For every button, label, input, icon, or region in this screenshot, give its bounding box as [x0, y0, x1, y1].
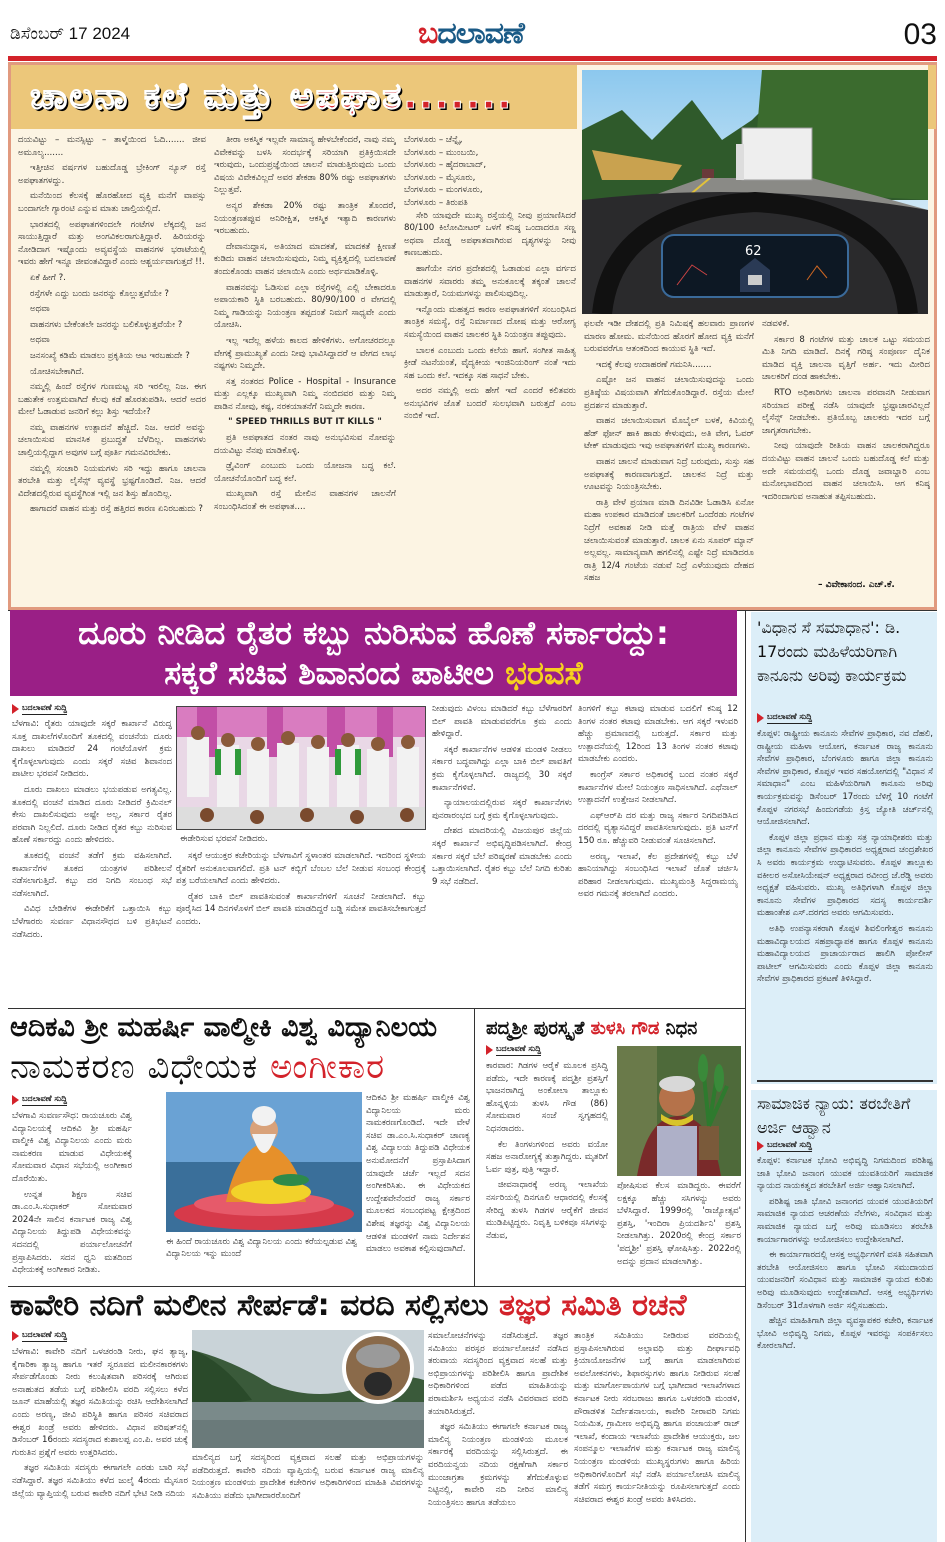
- paragraph: ಅತಿಥಿ ಉಪನ್ಯಾಸಕರಾಗಿ ಕೊಪ್ಪಳ ಶಿವಲಿಂಗೇಶ್ವರ ಕಾನೂನು ಮಹಾವಿದ್ಯಾಲಯದ ಸಹಪ್ರಾಧ್ಯಾಪಕ ಹಾಗೂ ಕೊಪ್ಪಳ ಕಾನೂನು ಮಹಾವಿದ್ಯಾಲಯದ ಪ್ರಾಚಾರ್ಯರಾದ ಹಾಲಿಗಿ ಪೋಲೀಸ್ ಪಾಟೀಲ್ ಆಗಮಿಸುವರು ಎಂದು ಕೊಪ್ಪಳ ಜಿಲ್ಲಾ ಕಾನೂನು ಸೇವೆಗಳ ಪ್ರಾಧಿಕಾರದ ಪ್ರಕಟಣೆ ತಿಳಿಸಿದ್ದಾರೆ.: [757, 923, 933, 985]
- paragraph: ರೈತರ ಬಾಕಿ ಬಿಲ್ ಪಾವತಿಸುವಂತೆ ಕಾರ್ಖಾನೆಗಳಿಗೆ ಸೂಚನೆ ನೀಡಲಾಗಿದೆ. ಕಬ್ಬು ಪೂರೈಸಿದ 14 ದಿನಗಳೊಳಗೆ ಬಿಲ್ ಪಾವತಿ ಮಾಡದಿದ್ದರೆ ಬಡ್ಡಿ ಸಮೇತ ಪಾವತಿಸಬೇಕಾಗುತ್ತದೆ ಎಂದರು.: [176, 891, 426, 927]
- story3-column-2: [366, 1092, 470, 1282]
- newspaper-masthead[interactable]: [418, 16, 524, 51]
- masthead-first-letter: ಬ: [418, 16, 438, 51]
- paragraph: ಕೊಪ್ಪಳ: ರಾಷ್ಟ್ರೀಯ ಕಾನೂನು ಸೇವೆಗಳ ಪ್ರಾಧಿಕಾರ, ನವ ದೆಹಲಿ, ರಾಷ್ಟ್ರೀಯ ಮಹಿಳಾ ಆಯೋಗ, ಕರ್ನಾಟಕ ರಾಜ್ಯ ಕಾನೂನು ಸೇವೆಗಳ ಪ್ರಾಧಿಕಾರ, ಬೆಂಗಳೂರು ಹಾಗೂ ಜಿಲ್ಲಾ ಕಾನೂನು ಸೇವೆಗಳ ಪ್ರಾಧಿಕಾರ, ಕೊಪ್ಪಳ ಇವರ ಸಹಯೋಗದಲ್ಲಿ "ವಿಧಾನ ಸೆ ಸಮಾಧಾನ" ಎಂಬ ಮಹಿಳೆಯರಿಗಾಗಿ ಕಾನೂನು ಅರಿವು ಕಾರ್ಯಕ್ರಮವನ್ನು ಡಿಸೆಂಬರ್ 17ರಂದು ಬೆಳಿಗ್ಗೆ 10 ಗಂಟೆಗೆ ಕೊಪ್ಪಳ ನಗರಸಭೆ ಹಿಂದುಗಡೆಯ ಕ್ರಿಸ್ತ ಜ್ಯೋತಿ ಚರ್ಚ್‌ನಲ್ಲಿ ಆಯೋಜಿಸಲಾಗಿದೆ.: [757, 729, 933, 828]
- sidebar-divider: [757, 1080, 933, 1082]
- story3-byline: [12, 1094, 67, 1106]
- feature-column-4: [584, 318, 754, 604]
- feature-headline-red: ಅಪಘಾತ.......: [289, 76, 514, 117]
- paragraph: ಈ ಕಾರ್ಯಾಗಾರದಲ್ಲಿ ಆಸಕ್ತ ಅಭ್ಯರ್ಥಿಗಳಿಗೆ ವಸತಿ ಸಹಿತವಾಗಿ ತರಬೇತಿ ಆಯೋಜಿಸಲು ಹಾಗೂ ಭೋವಿ ಸಮುದಾಯದ ಯುವಜನರಿಗೆ ಸಂವಿಧಾನ ಮತ್ತು ಸಾಮಾಜಿಕ ನ್ಯಾಯದ ಕುರಿತು ಅರಿವು ಮೂಡಿಸುವುದು ಉದ್ದೇಶವಾಗಿದೆ. ಆಸಕ್ತ ಅಭ್ಯರ್ಥಿಗಳು ಡಿಸೆಂಬರ್ 31ರೊಳಗಾಗಿ ಅರ್ಜಿ ಸಲ್ಲಿಸಬಹುದು.: [757, 1250, 933, 1311]
- red-triangle-icon: [757, 713, 764, 723]
- story2-column-2: [176, 850, 426, 1008]
- section-divider: [8, 1286, 745, 1287]
- paragraph: ಸರ್ಕಾರ 8 ಗಂಟೆಗಳ ಮತ್ತು ಚಾಲಕ ಒಟ್ಟು ಸಮಯದ ಮಿತಿ ನಿಗದಿ ಮಾಡಿದೆ. ದಿನಕ್ಕೆ ಗರಿಷ್ಠ ಸಂಪೂರ್ಣ ದೈನಿಕ ಮಾಡಿದ ವ್ಯಕ್ತಿ ಚಾಲನಾ ವೃತ್ತಿಗೆ ಅರ್ಹ. ಇದು ಮೀರಿದ ಚಾಲಕರಿಗೆ ದಂಡ ಹಾಕಬೇಕು.: [762, 334, 930, 383]
- sidebar1-headline[interactable]: 'ವಿಧಾನ ಸೆ ಸಮಾಧಾನ': ಡಿ. 17ರಂದು ಮಹಿಳೆಯರಿಗಾಗಿ ಕಾನೂನು ಅರಿವು ಕಾರ್ಯಕ್ರಮ: [757, 618, 907, 685]
- sidebar2-headline[interactable]: ಸಾಮಾಜಿಕ ನ್ಯಾಯ: ತರಬೇತಿಗೆ ಅರ್ಜಿ ಆಹ್ವಾನ: [757, 1094, 911, 1137]
- story5-byline: [12, 1330, 67, 1342]
- paragraph: ಸಮಾಲೋಚನೆಗಳನ್ನು ನಡೆಸಿರುತ್ತದೆ. ತಜ್ಞರ ಸಮಿತಿಯು ಪರಸ್ಪರ ಪರ್ಯಾಲೋಚನೆ ನಡೆಸಿದ ತರುವಾಯ ಸದಸ್ಯರಿಂದ ವ್ಯಕ್ತವಾದ ಸಲಹೆ ಮತ್ತು ಅಭಿಪ್ರಾಯಗಳನ್ನು ಪರಿಶೀಲಿಸಿ ಹಾಗೂ ಪ್ರಾದೇಶಿಕ ಅಧಿಕಾರಿಗಳಿಂದ ಪಡೆದ ಮಾಹಿತಿಯನ್ನು ಪರಾಮರ್ಶಿಸಿ ಅಧ್ಯಯನ ನಡೆಸಿ ವಿವರವಾದ ವರದಿ ತಯಾರಿಸಿರುತ್ತದೆ.: [428, 1331, 568, 1417]
- masthead-rest: ದಲಾವಣೆ: [437, 16, 524, 51]
- paragraph: ತಜ್ಞರ ಸಮಿತಿಯು ಈಗಾಗಲೇ ಕರ್ನಾಟಕ ರಾಜ್ಯ ಮಾಲಿನ್ಯ ನಿಯಂತ್ರಣ ಮಂಡಳಿಯ ಮೂಲಕ ಸರ್ಕಾರಕ್ಕೆ ವರದಿಯನ್ನು ಸಲ್ಲಿಸಿರುತ್ತದೆ. ಈ ವರದಿಯನ್ವಯ ನದಿಯ ರಕ್ಷಣೆಗಾಗಿ ಸರ್ಕಾರ ಮುಂಜಾಗ್ರತಾ ಕ್ರಮಗಳನ್ನು ತೆಗೆದುಕೊಳ್ಳುವ ನಿಟ್ಟಿನಲ್ಲಿ, ಕಾವೇರಿ ನದಿ ನೀರಿನ ಮಾಲಿನ್ಯ ನಿಯಂತ್ರಿಸಲು ಹಾಗೂ ತಡೆಯಲು: [428, 1422, 568, 1508]
- paragraph: ಇನ್ನೊಂದು ಮಹತ್ವದ ಕಾರಣ ಅಪಘಾತಗಳಿಗೆ ಸಂಬಂಧಿಸಿದ ತಾಂತ್ರಿಕ ಸಮಸ್ಯೆ, ರಸ್ತೆ ನಿರ್ಮಾಣದ ದೋಷ ಮತ್ತು ಆರೋಗ್ಯ ಸಮಸ್ಯೆಯಿಂದ ವಾಹನ ಚಾಲಕರ ಸ್ಥಿತಿ ನಿಯಂತ್ರಣ ತಪ್ಪುವುದು.: [404, 304, 576, 340]
- paragraph: ರಸ್ತೆಗಳೇ ಎದ್ದು ಬಂದು ಜನರನ್ನು ಕೊಲ್ಲುತ್ತವೆಯೇ ?: [30, 288, 169, 299]
- paragraph: ದೇಶದ ಮಾದರಿಯಲ್ಲಿ ವಿಜಯಪುರ ಜಿಲ್ಲೆಯ ಸಕ್ಕರೆ ಕಾರ್ಖಾನೆ ಅಭಿವೃದ್ಧಿಪಡಿಸಲಾಗಿದೆ. ಕೇಂದ್ರ ಸರ್ಕಾರ ಸಕ್ಕರೆ ಬೆಲೆ ಪರಿಷ್ಕರಣೆ ಮಾಡಬೇಕು ಎಂದು ಒತ್ತಾಯಿಸಲಾಗಿದೆ. ರೈತರ ಕಬ್ಬು ಬೆಲೆ ನಿಗದಿ ಕುರಿತು 9 ಸಭೆ ನಡೆದಿದೆ.: [432, 826, 572, 887]
- paragraph: ಹಾಗೆಯೇ ನಗರ ಪ್ರದೇಶದಲ್ಲಿ ಓಡಾಡುವ ಎಲ್ಲಾ ವರ್ಗದ ವಾಹನಗಳ ಸವಾರರು ತಮ್ಮ ಅನುಕೂಲಕ್ಕೆ ತಕ್ಕಂತೆ ಚಾಲನೆ ಮಾಡುತ್ತಾರೆ, ನಿಯಮಗಳನ್ನು ಪಾಲಿಸುವುದಿಲ್ಲ.: [404, 263, 576, 300]
- paragraph: ತೀರಾ ಅಕಸ್ಮಿಕ ಇಲ್ಲವೇ ಸಾಮಾನ್ಯ ಹೇಳಬೇಕೆಂದರೆ, ನಾವು ನಮ್ಮ ವಿವೇಕವನ್ನು ಬಳಸಿ ಸಂದರ್ಭಕ್ಕೆ ಸರಿಯಾಗಿ ಪ್ರತಿಕ್ರಿಯಿಸದೇ ಇರುವುದು, ಒಂದುಪ್ರಜ್ಞೆಯಿಂದ ಚಾಲನೆ ಮಾಡುತ್ತಿರುವುದು ಒಂದು ವಿಷಯ ವಿವೇಕವಿಲ್ಲದೆ ಅವರ ಶೇಕಡಾ 80% ರಷ್ಟು ಅಪಘಾತಗಳು ನಿಲ್ಲುತ್ತವೆ.: [214, 135, 396, 196]
- story2-photo-farmers-protest[interactable]: [176, 706, 426, 830]
- byline-text: ಬದಲಾವಣೆ ಸುದ್ದಿ: [767, 712, 812, 724]
- red-triangle-icon: [12, 1095, 19, 1105]
- paragraph: ತಿಂಗಳಿಗೆ ಕಬ್ಬು ಕಟಾವು ಮಾಡುವ ಬದಲಿಗೆ ಕನಿಷ್ಠ 12 ತಿಂಗಳ ನಂತರ ಕಟಾವು ಮಾಡಬೇಕು. ಆಗ ಸಕ್ಕರೆ ಇಳುವರಿ ಹೆಚ್ಚು ಪ್ರಮಾಣದಲ್ಲಿ ಬರುತ್ತದೆ. ಸರ್ಕಾರ ಮತ್ತು ಉತ್ಪಾದನೆಯಲ್ಲಿ 12ರಿಂದ 13 ತಿಂಗಳ ನಂತರ ಕಟಾವು ಮಾಡಬೇಕು ಎಂದರು.: [578, 704, 738, 765]
- story4-headline-end: ನಿಧನ: [659, 1018, 698, 1039]
- feature-band-edge: [928, 65, 936, 129]
- story4-headline[interactable]: [486, 1018, 697, 1039]
- paragraph: ಕೆಲ ತಿಂಗಳುಗಳಿಂದ ಅವರು ವಯೋ ಸಹಜ ಅನಾರೋಗ್ಯಕ್ಕೆ ತುತ್ತಾಗಿದ್ದರು. ಮೃತರಿಗೆ ಓರ್ವ ಪುತ್ರ, ಪುತ್ರಿ ಇದ್ದಾರೆ.: [486, 1139, 608, 1175]
- story5-column-3: [574, 1330, 740, 1538]
- red-triangle-icon: [486, 1045, 493, 1055]
- paragraph: ಸತ್ತ ನಂತರದ Police - Hospital - Insurance ಮತ್ತು ಎಲ್ಲಕ್ಕೂ ಮುಖ್ಯವಾಗಿ ನಿಮ್ಮ ನಂಬಿದವರ ಮತ್ತು ನಿಮ್ಮ ಪಾಡಿನ ನೋವು, ಕಷ್ಟ, ನರಕಯಾತನೆಗೆ ನಿಮ್ಮದೇ ಕಾರಣ.: [214, 376, 396, 412]
- paragraph: ಮುಖ್ಯವಾಗಿ ರಸ್ತೆ ಮೇಲಿನ ವಾಹನಗಳ ಚಾಲನೆಗೆ ಸಂಬಂಧಿಸಿದಂತೆ ಈ ಅಪಘಾತ....: [214, 489, 396, 513]
- story2-headline-highlight: ಭರವಸೆ: [505, 654, 583, 692]
- story2-column-1: [12, 718, 172, 1008]
- story4-headline-main: ಪದ್ಮಶ್ರೀ ಪುರಸ್ಕೃತೆ: [486, 1018, 591, 1039]
- paragraph: ನಮ್ಮ ವಾಹನಗಳ ಉತ್ಪಾದನೆ ಹೆಚ್ಚಿದೆ. ನಿಜ. ಆದರೆ ಅವನ್ನು ಚಲಾಯಿಸುವ ಮಾನಸಿಕ ಪ್ರಬುದ್ಧತೆ ಬೆಳೆದಿಲ್ಲ. ವಾಹನಗಳು ಚಾಲ್ತಿಯಲ್ಲಿದ್ದಾಗ ಅವುಗಳ ಬಗ್ಗೆ ಪೂರ್ತಿ ಗಮನವಿರಬೇಕು.: [18, 422, 206, 459]
- paragraph: ಅಥವಾ: [30, 335, 50, 346]
- paragraph: ದಯವಿಟ್ಟು – ಮನಸ್ಸಿಟ್ಟು – ತಾಳ್ಮೆಯಿಂದ ಓದಿ....... ಜೀವ ಅಮೂಲ್ಯ.......: [18, 135, 206, 158]
- story3-headline-line2[interactable]: [10, 1047, 385, 1087]
- story5-photo-kaveri-river[interactable]: [192, 1330, 424, 1448]
- feature-column-3: [404, 134, 576, 604]
- story4-column-1: [486, 1060, 608, 1282]
- red-triangle-icon: [757, 1141, 764, 1151]
- paragraph: ಮನೆಯಿಂದ ಕೆಲಸಕ್ಕೆ ಹೊರಹೋದ ವ್ಯಕ್ತಿ ಮನೆಗೆ ವಾಪಸ್ಸು ಬಂದಾಗಲೇ ಗ್ಯಾರಂಟಿ ಎನ್ನುವ ಮಾತು ಚಾಲ್ತಿಯಲ್ಲಿದೆ.: [18, 191, 206, 214]
- paragraph: ನಮ್ಮಲ್ಲಿ ಹಿಂದೆ ರಸ್ತೆಗಳ ಗುಣಮಟ್ಟ ಸರಿ ಇರಲಿಲ್ಲ ನಿಜ. ಈಗ ಬಹುತೇಕ ಉತ್ತಮವಾಗಿದೆ ಕೆಲವು ಕಡೆ ಹೊರತುಪಡಿಸಿ. ಆದರೆ ಅದರ ಮೇಲೆ ಓಡಾಡುವ ಜನರಿಗೆ ಕಲ್ಲು ಶಿಸ್ತು ಇದೆಯೇ?: [18, 382, 206, 418]
- paragraph: ಕೊಪ್ಪಳ ಜಿಲ್ಲಾ ಪ್ರಧಾನ ಮತ್ತು ಸತ್ರ ನ್ಯಾಯಾಧೀಶರು ಮತ್ತು ಜಿಲ್ಲಾ ಕಾನೂನು ಸೇವೆಗಳ ಪ್ರಾಧಿಕಾರದ ಅಧ್ಯಕ್ಷರಾದ ಚಂದ್ರಶೇಖರ ಸಿ ಅವರು ಕಾರ್ಯಕ್ರಮ ಉದ್ಘಾಟಿಸುವರು. ಕೊಪ್ಪಳ ತಾಲ್ಲೂಕು ವಕೀಲರ ಅಸೋಸಿಯೇಷನ್ ಅಧ್ಯಕ್ಷರಾದ ರವೀಂದ್ರ ಜೆ.ರೆಡ್ಡಿ ಅವರು ಅಧ್ಯಕ್ಷತೆ ವಹಿಸುವರು. ಮುಖ್ಯ ಅತಿಥಿಗಳಾಗಿ ಕೊಪ್ಪಳ ಜಿಲ್ಲಾ ಕಾನೂನು ಸೇವೆಗಳ ಪ್ರಾಧಿಕಾರದ ಸದಸ್ಯ ಕಾರ್ಯದರ್ಶಿ ಮಹಾಂತೇಶ ಎಸ್.ದರಗದ ಅವರು ಆಗಮಿಸುವರು.: [757, 832, 933, 919]
- story4-headline-red: ತುಳಸಿ ಗೌಡ: [590, 1018, 660, 1039]
- route-item: ಬೆಂಗಳೂರು – ತಿರುಪತಿ: [404, 197, 468, 208]
- story4-byline: [486, 1044, 541, 1056]
- red-triangle-icon: [12, 1331, 19, 1341]
- story5-column-2: [428, 1330, 568, 1538]
- story5-photo-caption: ಮಾಲಿನ್ಯದ ಬಗ್ಗೆ ಸದಸ್ಯರಿಂದ ವ್ಯಕ್ತವಾದ ಸಲಹೆ ಮತ್ತು ಅಭಿಪ್ರಾಯಗಳನ್ನು ಪಡೆದಿರುತ್ತದೆ. ಕಾವೇರಿ ನದಿಯ ವ್ಯಾಪ್ತಿಯಲ್ಲಿ ಬರುವ ಕರ್ನಾಟಕ ರಾಜ್ಯ ಮಾಲಿನ್ಯ ನಿಯಂತ್ರಣ ಮಂಡಳಿಯ ಪ್ರಾದೇಶಿಕ ಕಚೇರಿಗಳ ಅಧಿಕಾರಿಗಳಿಂದ ಮಾಹಿತಿ ವಿವರಗಳನ್ನು ಸಮಿತಿಯು ಪಡೆದು ಭಾಗೀದಾರರೊಂದಿಗೆ: [192, 1453, 424, 1501]
- paragraph: ಸಕ್ಕರೆ ಕಾರ್ಖಾನೆಗಳ ಆಡಳಿತ ಮಂಡಳಿ ನೀಡಲು ಸರ್ಕಾರ ಬದ್ಧವಾಗಿದ್ದು ಎಲ್ಲಾ ಬಾಕಿ ಬಿಲ್ ಪಾವತಿಗೆ ಕ್ರಮ ಕೈಗೊಳ್ಳಲಾಗಿದೆ. ರಾಜ್ಯದಲ್ಲಿ 30 ಸಕ್ಕರೆ ಕಾರ್ಖಾನೆಗಳಿವೆ.: [432, 744, 572, 793]
- valmiki-painting: [166, 1092, 362, 1232]
- story5-headline-main: ಕಾವೇರಿ ನದಿಗೆ ಮಲೀನ ಸೇರ್ಪಡೆ: ವರದಿ ಸಲ್ಲಿಸಲು: [10, 1288, 500, 1323]
- byline-text: ಬದಲಾವಣೆ ಸುದ್ದಿ: [767, 1140, 812, 1152]
- paragraph: ಇದಕ್ಕೆ ಕೆಲವು ಉದಾಹರಣೆ ಗಮನಿಸಿ.......: [596, 359, 712, 370]
- paragraph: ಉನ್ನತ ಶಿಕ್ಷಣ ಸಚಿವ ಡಾ.ಎಂ.ಸಿ.ಸುಧಾಕರ್ ಸೋಮವಾರ 2024ನೇ ಸಾಲಿನ ಕರ್ನಾಟಕ ರಾಜ್ಯ ವಿಶ್ವ ವಿದ್ಯಾನಿಲಯ ತಿದ್ದುಪಡಿ ವಿಧೇಯಕವನ್ನು ಸದನದಲ್ಲಿ ಪರ್ಯಾಲೋಚನೆಗೆ ಪ್ರಸ್ತಾಪಿಸಿದರು. ಸದನ ಧ್ವನಿ ಮತದಿಂದ ವಿಧೇಯಕಕ್ಕೆ ಅಂಗೀಕಾರ ನೀಡಿತು.: [12, 1189, 132, 1276]
- byline-text: ಬದಲಾವಣೆ ಸುದ್ದಿ: [22, 1094, 67, 1106]
- paragraph: ಯೋಚಿಸಬೇಕಾಗಿದೆ.: [30, 366, 85, 377]
- paragraph: ರಾತ್ರಿ ವೇಳೆ ಪ್ರಯಾಣ ಮಾಡಿ ದಿನವಿಡೀ ಓಡಾಡಿಸಿ ಏನೋ ಮಹಾ ಉಪಕಾರ ಮಾಡಿದಂತೆ ಚಾಲಕರಿಗೆ ಒಂದೆರಡು ಗಂಟೆಗಳ ನಿದ್ರೆಗೆ ಅವಕಾಶ ನೀಡಿ ಮತ್ತೆ ರಾತ್ರಿಯ ವೇಳೆ ವಾಹನ ಚಲಾಯಿಸುವಂತೆ ಮಾಡುತ್ತಾರೆ. ಚಾಲಕ ಏನು ಸೂಪರ್ ಮ್ಯಾನ್ ಅಲ್ಲವಲ್ಲ. ಸಾಮಾನ್ಯವಾಗಿ ಹಗಲಿನಲ್ಲಿ ಎಷ್ಟೇ ನಿದ್ರೆ ಮಾಡಿದರೂ ರಾತ್ರಿ 12/4 ಗಂಟೆಯ ನಡುವೆ ನಿದ್ರೆ ಎಳೆಯುವುದು ದೇಹದ ಸಹಜ: [584, 497, 754, 584]
- paragraph: ಕಾಂಗ್ರೆಸ್ ಸರ್ಕಾರ ಅಧಿಕಾರಕ್ಕೆ ಬಂದ ನಂತರ ಸಕ್ಕರೆ ಕಾರ್ಖಾನೆಗಳ ಮೇಲೆ ನಿಯಂತ್ರಣ ಸಾಧಿಸಲಾಗಿದೆ. ಎಥೆನಾಲ್ ಉತ್ಪಾದನೆಗೆ ಉತ್ತೇಜನ ನೀಡಲಾಗಿದೆ.: [578, 769, 738, 806]
- paragraph: ಇಲ್ಲ ಇದೆಲ್ಲ ಹಳೆಯ ಕಾಲದ ಹೇಳಿಕೆಗಳು. ಅಗೋಚರದಲ್ಲೂ ವೇಗಕ್ಕೆ ಪ್ರಾಮುಖ್ಯತೆ ಎಂದು ನೀವು ಭಾವಿಸಿದ್ದಾದರೆ ಆ ವೇಗದ ಲಾಭ ನಷ್ಟಗಳು ನಿಮ್ಮದೇ.: [214, 335, 396, 372]
- story2-column-3: [432, 703, 572, 1008]
- paragraph: ಬೆಳಗಾವಿ ಸುವರ್ಣಸೌಧ: ರಾಯಚೂರು ವಿಶ್ವ ವಿದ್ಯಾನಿಲಯಕ್ಕೆ ಆದಿಕವಿ ಶ್ರೀ ಮಹರ್ಷಿ ವಾಲ್ಮೀಕಿ ವಿಶ್ವ ವಿದ್ಯಾನಿಲಯ ಎಂದು ಮರು ನಾಮಕರಣ ಮಾಡುವ ವಿಧೇಯಕಕ್ಕೆ ಸೋಮವಾರ ವಿಧಾನ ಸಭೆಯಲ್ಲಿ ಅಂಗೀಕಾರ ದೊರೆಯಿತು.: [12, 1111, 132, 1184]
- paragraph: ವಾಹನ ಚಾಲನೆ ಮಾಡುವಾಗ ನಿದ್ರೆ ಬರುವುದು, ಸುಸ್ತು ಸಹ ಅಪಘಾತಕ್ಕೆ ಕಾರಣವಾಗುತ್ತದೆ. ಚಾಲಕನ ನಿದ್ರೆ ಮತ್ತು ಊಟವನ್ನು ನಿಯಂತ್ರಿಸಬೇಕು.: [584, 456, 754, 493]
- farmers-gathering-photo: [177, 707, 426, 830]
- feature-photo-driving[interactable]: [582, 70, 928, 314]
- story2-byline: [12, 703, 67, 715]
- route-item: ಬೆಂಗಳೂರು – ಮುಂಬಯಿ,: [404, 147, 479, 158]
- sidebar1-byline: [757, 712, 812, 724]
- paragraph: ಅಥವಾ: [30, 304, 50, 315]
- paragraph: ಡ್ರೈವಿಂಗ್ ಎಂಬುದು ಒಂದು ಯೋಜನಾ ಬದ್ಧ ಕಲೆ. ಯೋಚನೆಯೊಂದಿಗೆ ಬದ್ಧ ಕಲೆ.: [214, 461, 396, 484]
- story5-column-1: [12, 1346, 188, 1538]
- paragraph: ಕೊಪ್ಪಳ: ಕರ್ನಾಟಕ ಭೋವಿ ಅಭಿವೃದ್ಧಿ ನಿಗಮದಿಂದ ಪರಿಶಿಷ್ಟ ಜಾತಿ ಭೋವಿ ಜನಾಂಗ ಯುವಕ ಯುವತಿಯರಿಗೆ ಸಾಮಾಜಿಕ ನ್ಯಾಯದ ನಾಯಕತ್ವದ ತರಬೇತಿಗೆ ಅರ್ಜಿ ಆಹ್ವಾನಿಸಲಾಗಿದೆ.: [757, 1156, 933, 1192]
- column-divider: [745, 610, 746, 1542]
- story3-headline-main: ನಾಮಕರಣ ವಿಧೇಯಕ: [10, 1047, 271, 1087]
- sidebar2-body: [757, 1155, 933, 1535]
- byline-text: ಬದಲಾವಣೆ ಸುದ್ದಿ: [22, 1330, 67, 1342]
- car-dashboard-photo: [582, 70, 928, 314]
- story3-photo-valmiki[interactable]: [166, 1092, 362, 1232]
- paragraph: ಹಾಗಾದರೆ ವಾಹನ ಮತ್ತು ರಸ್ತೆ ಹತ್ತಿರದ ಕಾರಣ ಏನಿರಬಹುದು ?: [30, 504, 203, 515]
- paragraph: ವಿವಿಧ ಬೇಡಿಕೆಗಳ ಈಡೇರಿಕೆಗೆ ಒತ್ತಾಯಿಸಿ ಕಬ್ಬು ಬೆಳೆಗಾರರು ಸುವರ್ಣ ವಿಧಾನಸೌಧದ ಬಳಿ ಪ್ರತಿಭಟನೆ ನಡೆಸಿದರು.: [12, 904, 172, 940]
- story3-headline-red: ಅಂಗೀಕಾರ: [270, 1047, 386, 1087]
- paragraph: ಅನ್ಯರ ಶೇಕಡಾ 20% ರಷ್ಟು ತಾಂತ್ರಿಕ ತೊಂದರೆ, ನಿಯಂತ್ರಣತಪ್ಪುವ ಅನಿರೀಕ್ಷಿತ, ಆಕಸ್ಮಿಕ ಇತ್ಯಾದಿ ಕಾರಣಗಳು ಇರಬಹುದು.: [214, 200, 396, 237]
- paragraph: ಎಫ್‌ಆರ್‌ಪಿ ದರ ಮತ್ತು ರಾಜ್ಯ ಸರ್ಕಾರ ನಿಗದಿಪಡಿಸಿದ ದರದಲ್ಲಿ ವ್ಯತ್ಯಾಸವಿದ್ದರೆ ಪಾವತಿಸಲಾಗುವುದು. ಪ್ರತಿ ಟನ್‌ಗೆ 150 ರೂ. ಹೆಚ್ಚುವರಿ ನೀಡುವಂತೆ ಸೂಚಿಸಲಾಗಿದೆ.: [578, 810, 738, 846]
- story3-column-1: [12, 1110, 132, 1282]
- paragraph: ವಾಹನ ಚಲಾಯಿಸುವಾಗ ಮೊಬೈಲ್ ಬಳಕೆ, ಕಿವಿಯಲ್ಲಿ ಹೆಡ್ ಫೋನ್ ಹಾಕಿ ಹಾಡು ಕೇಳುವುದು, ಅತಿ ವೇಗ, ಓವರ್ ಟೇಕ್ ಮಾಡುವುದು ಇವು ಅಪಘಾತಗಳಿಗೆ ಮುಖ್ಯ ಕಾರಣಗಳು.: [584, 416, 754, 452]
- paragraph: ಜನಸಂಖ್ಯೆ ಕಡಿಮೆ ಮಾಡಲು ಪ್ರಕೃತಿಯ ಆಟ ಇರಬಹುದೇ ?: [30, 350, 190, 361]
- byline-text: ಬದಲಾವಣೆ ಸುದ್ದಿ: [22, 703, 67, 715]
- paragraph: ನಡವಳಿಕೆ.: [762, 319, 790, 329]
- feature-column-1: [18, 134, 206, 604]
- paragraph: ಅದರ ನಮ್ಮಲ್ಲಿ ಅದು ಹೇಗೆ ಇದೆ ಎಂದರೆ ಕಲಿತವರು ಅನುಭವಿಗಳ ಜೊತೆ ಬಂದರೆ ಸುಲಭವಾಗಿ ಬರುತ್ತದೆ ಎಂಬ ನಂಬಿಕೆ ಇದೆ.: [404, 386, 576, 422]
- story2-column-4: [578, 703, 738, 1008]
- paragraph: ಅರಣ್ಯ, ಇಲಾಖೆ, ಕೆಲ ಪ್ರದೇಶಗಳಲ್ಲಿ ಕಬ್ಬು ಬೆಳೆ ಹಾನಿಯಾಗಿದ್ದು ಸಂಬಂಧಿಸಿದ ಇಲಾಖೆ ಜೊತೆ ಚರ್ಚಿಸಿ ಪರಿಹಾರ ನೀಡಲಾಗುವುದು. ಮುಖ್ಯಮಂತ್ರಿ ಸಿದ್ದರಾಮಯ್ಯ ಅವರ ಗಮನಕ್ಕೆ ತರಲಾಗಿದೆ ಎಂದರು.: [578, 851, 738, 900]
- story2-headline-main: ಸಕ್ಕರೆ ಸಚಿವ ಶಿವಾನಂದ ಪಾಟೀಲ: [164, 654, 506, 692]
- issue-date: ಡಿಸೆಂಬರ್ 17 2024: [10, 24, 131, 43]
- paragraph: ಬೆಳಗಾವಿ: ರೈತರು ಯಾವುದೇ ಸಕ್ಕರೆ ಕಾರ್ಖಾನೆ ವಿರುದ್ಧ ಸೂಕ್ತ ದಾಖಲೆಗಳೊಂದಿಗೆ ತೂಕದಲ್ಲಿ ವಂಚನೆಯ ದೂರು ದಾಖಲು ಮಾಡಿದರೆ 24 ಗಂಟೆಯೊಳಗೆ ಕ್ರಮ ಕೈಗೊಳ್ಳಲಾಗುವುದು ಎಂದು ಸಕ್ಕರೆ ಸಚಿವ ಶಿವಾನಂದ ಪಾಟೀಲ ಭರವಸೆ ನೀಡಿದರು.: [12, 719, 172, 780]
- paragraph: ಕಾರವಾರ: ಗಿಡಗಳ ಆರೈಕೆ ಮೂಲಕ ಪ್ರಸಿದ್ಧಿ ಪಡೆದು, ಇದೇ ಕಾರಣಕ್ಕೆ ಪದ್ಮಶ್ರೀ ಪ್ರಶಸ್ತಿಗೆ ಭಾಜನರಾಗಿದ್ದ ಅಂಕೋಲಾ ತಾಲ್ಲೂಕು ಹೊನ್ನಳ್ಳಿಯ ತುಳಸಿ ಗೌಡ (86) ಸೋಮವಾರ ಸಂಜೆ ಸ್ವಗೃಹದಲ್ಲಿ ನಿಧನರಾದರು.: [486, 1061, 608, 1134]
- paragraph: ನ್ಯಾಯಾಲಯದಲ್ಲಿರುವ ಸಕ್ಕರೆ ಕಾರ್ಖಾನೆಗಳು ಪುನರಾರಂಭದ ಬಗ್ಗೆ ಕ್ರಮ ಕೈಗೊಳ್ಳಲಾಗುವುದು.: [432, 798, 572, 821]
- paragraph: ವಾಹನವನ್ನು ಓಡಿಸುವ ಎಲ್ಲಾ ರಸ್ತೆಗಳಲ್ಲಿ ಎಲ್ಲಿ ಬೇಕಾದರೂ ಅಪಾಯಕಾರಿ ಸ್ಥಿತಿ ಬರಬಹುದು. 80/90/100 ರ ವೇಗದಲ್ಲಿ ನಿಮ್ಮ ಗಾಡಿಯನ್ನು ನಿಯಂತ್ರಣ ತಪ್ಪದಂತೆ ನಿಮಗೆ ಸಾಧ್ಯವೇ ಎಂದು ಯೋಚಿಸಿ.: [214, 282, 396, 331]
- paragraph: ಇತ್ತೀಚಿನ ವರ್ಷಗಳ ಬಹುದೊಡ್ಡ ಬ್ರೇಕಿಂಗ್ ನ್ಯೂಸ್ ರಸ್ತೆ ಅಪಘಾತಗಳದ್ದು.: [18, 163, 206, 186]
- paragraph: ಏಕೆ ಹೀಗೆ ?.: [30, 272, 66, 283]
- paragraph: ಆದಿಕವಿ ಶ್ರೀ ಮಹರ್ಷಿ ವಾಲ್ಮೀಕಿ ವಿಶ್ವ ವಿದ್ಯಾನಿಲಯ ಮರು ನಾಮಕರಣಗೊಂಡಿದೆ. ಇದೇ ವೇಳೆ ಸಚಿವ ಡಾ.ಎಂ.ಸಿ.ಸುಧಾಕರ್ ಚಾಣಕ್ಯ ವಿಶ್ವ ವಿದ್ಯಾಲಯ ತಿದ್ದುಪಡಿ ವಿಧೇಯಕ ಅನುಮೋದನೆಗೆ ಪ್ರಸ್ತಾಪಿಸಿದಾಗ ಯಾವುದೇ ಚರ್ಚೆ ಇಲ್ಲದೆ ಸದನ ಅಂಗೀಕರಿಸಿತು. ಈ ವಿಧೇಯಕದ ಉದ್ದೇಶವೇನೆಂದರೆ ರಾಜ್ಯ ಸರ್ಕಾರ ಮೂಲಕದ ಸಂಬಂಧಪಟ್ಟ ಕ್ಷೇತ್ರದಿಂದ ವಿಶೇಷ ತಜ್ಞರನ್ನು ವಿಶ್ವ ವಿದ್ಯಾನಿಲಯ ಆಡಳಿತ ಮಂಡಳಿಗೆ ನಾಮ ನಿರ್ದೇಶನ ಮಾಡಲು ಅವಕಾಶ ಕಲ್ಪಿಸುವುದಾಗಿದೆ.: [366, 1093, 470, 1255]
- story4-photo-tulasi-gowda[interactable]: [617, 1046, 741, 1176]
- feature-headline-main: ಚಾಲನಾ ಕಲೆ ಮತ್ತು: [30, 76, 290, 117]
- route-item: ಬೆಂಗಳೂರು – ಹೈದರಾಬಾದ್,: [404, 160, 487, 171]
- section-divider: [8, 1008, 745, 1009]
- paragraph: ಪ್ರತಿ ಅಪಘಾತದ ನಂತರ ನಾವು ಅನುಭವಿಸುವ ನೋವನ್ನು ದಯವಿಟ್ಟು ನೆನಪು ಮಾಡಿಕೊಳ್ಳಿ.: [214, 433, 396, 456]
- paragraph: ನೀವು ಯಾವುದೇ ರೀತಿಯ ವಾಹನ ಚಾಲಕರಾಗಿದ್ದರೂ ದಯವಿಟ್ಟು ವಾಹನ ಚಾಲನೆ ಒಂದು ಬಹುದೊಡ್ಡ ಕಲೆ ಮತ್ತು ಅದೇ ಸಮಯದಲ್ಲಿ ಒಂದು ದೊಡ್ಡ ಜವಾಬ್ದಾರಿ ಎಂಬ ಮನೋಭಾವದಿಂದ ವಾಹನ ಚಲಾಯಿಸಿ. ಆಗ ಕನಿಷ್ಠ ಇದರಿಂದಾಗುವ ಅನಾಹುತ ತಪ್ಪಿಸಬಹುದು.: [762, 441, 930, 502]
- paragraph: RTO ಅಧಿಕಾರಿಗಳು ಚಾಲನಾ ಪರವಾನಗಿ ನೀಡುವಾಗ ಸರಿಯಾದ ಪರೀಕ್ಷೆ ನಡೆಸಿ ಯಾವುದೇ ಭ್ರಷ್ಟಾಚಾರವಿಲ್ಲದೆ ಲೈಸೆನ್ಸ್ ನೀಡಬೇಕು. ಪ್ರತಿಯೊಬ್ಬ ಚಾಲಕರು ಇದರ ಬಗ್ಗೆ ಜಾಗೃತರಾಗಬೇಕು.: [762, 387, 930, 436]
- story3-headline-line1[interactable]: ಆದಿಕವಿ ಶ್ರೀ ಮಹರ್ಷಿ ವಾಲ್ಮೀಕಿ ವಿಶ್ವ ವಿದ್ಯಾನಿಲಯ: [10, 1012, 438, 1043]
- sidebar2-byline: [757, 1140, 812, 1152]
- paragraph: ವಾಹನಗಳು ಬೇಕೆಂತಲೇ ಜನರನ್ನು ಬಲಿಕೊಳ್ಳುತ್ತವೆಯೇ ?: [30, 319, 183, 330]
- sidebar1-body: [757, 728, 933, 1078]
- story2-headline-line1[interactable]: ದೂರು ನೀಡಿದ ರೈತರ ಕಬ್ಬು ನುರಿಸುವ ಹೊಣೆ ಸರ್ಕಾರದ್ದು:: [78, 614, 669, 652]
- story2-headline-line2[interactable]: [10, 652, 737, 694]
- paragraph: ಸೇರಿ ಯಾವುದೇ ಮುಖ್ಯ ರಸ್ತೆಯಲ್ಲಿ ನೀವು ಪ್ರಯಾಣಿಸಿದರೆ 80/100 ಕಿಲೋಮೀಟರ್ ಒಳಗೆ ಕನಿಷ್ಠ ಒಂದಾದರೂ ಸಣ್ಣ ಅಥವಾ ದೊಡ್ಡ ಅಪಘಾತವಾಗಿರುವ ದೃಶ್ಯಗಳನ್ನು ನೀವು ಕಾಣಬಹುದು.: [404, 210, 576, 259]
- paragraph: ನೀಡುವುದು ವಿಳಂಬ ಮಾಡಿದರೆ ಕಬ್ಬು ಬೆಳೆಗಾರರಿಗೆ ಬಿಲ್ ಪಾವತಿ ಮಾಡುವವರೆಗೂ ಕ್ರಮ ಎಂದು ಹೇಳಿದ್ದಾರೆ.: [432, 704, 572, 740]
- paragraph: ಪೋಷಿಸುವ ಕೆಲಸ ಮಾಡಿದ್ದರು. ಈವರೆಗೆ ಲಕ್ಷಕ್ಕೂ ಹೆಚ್ಚು ಸಸಿಗಳನ್ನು ಅವರು ಬೆಳೆಸಿದ್ದಾರೆ. 1999ರಲ್ಲಿ 'ರಾಜ್ಯೋತ್ಸವ' ಪ್ರಶಸ್ತಿ, 'ಇಂದಿರಾ ಪ್ರಿಯದರ್ಶಿನಿ' ಪ್ರಶಸ್ತಿ ನೀಡಲಾಗಿತ್ತು. 2020ರಲ್ಲಿ ಕೇಂದ್ರ ಸರ್ಕಾರ 'ಪದ್ಮಶ್ರೀ' ಪ್ರಶಸ್ತಿ ಘೋಷಿಸಿತ್ತು. 2022ರಲ್ಲಿ ಅದನ್ನು ಪ್ರದಾನ ಮಾಡಲಾಗಿತ್ತು.: [617, 1181, 741, 1267]
- paragraph: ದೂರು ದಾಖಲು ಮಾಡಲು ಭಯಪಡುವ ಅಗತ್ಯವಿಲ್ಲ. ತೂಕದಲ್ಲಿ ವಂಚನೆ ಮಾಡಿದ ದೂರು ನೀಡಿದರೆ ಕ್ರಿಮಿನಲ್ ಕೇಸು ದಾಖಲಿಸುವುದು ಅಷ್ಟೇ ಅಲ್ಲ, ಸರ್ಕಾರ ರೈತರ ಪರವಾಗಿ ನಿಲ್ಲಲಿದೆ. ದೂರು ನೀಡಿದ ರೈತರ ಕಬ್ಬು ನುರಿಸುವ ಹೊಣೆ ಸರ್ಕಾರದ್ದು ಎಂದು ಹೇಳಿದರು.: [12, 784, 172, 846]
- paragraph: ಪರಿಶಿಷ್ಟ ಜಾತಿ ಭೋವಿ ಜನಾಂಗದ ಯುವಕ ಯುವತಿಯರಿಗೆ ಸಾಮಾಜಿಕ ನ್ಯಾಯದ ಆಚರಣೆಯ ನೆಲೆಗಳು, ಸಂವಿಧಾನ ಮತ್ತು ಸಾಮಾಜಿಕ ನ್ಯಾಯದ ಬಗ್ಗೆ ಅರಿವು ಮೂಡಿಸಲು ತರಬೇತಿ ಕಾರ್ಯಾಗಾರಗಳನ್ನು ಆಯೋಜಿಸಲು ಉದ್ದೇಶಿಸಲಾಗಿದೆ.: [757, 1196, 933, 1245]
- feature-column-2: [214, 134, 396, 604]
- masthead-divider: [8, 56, 937, 61]
- red-triangle-icon: [12, 704, 19, 714]
- story3-photo-caption: ಈ ಹಿಂದೆ ರಾಯಚೂರು ವಿಶ್ವ ವಿದ್ಯಾನಿಲಯ ಎಂದು ಕರೆಯಲ್ಪಡುವ ವಿಶ್ವ ವಿದ್ಯಾನಿಲಯ ಇನ್ನು ಮುಂದೆ: [166, 1237, 358, 1259]
- story5-headline-red: ತಜ್ಞರ ಸಮಿತಿ ರಚನೆ: [499, 1288, 687, 1323]
- svg-text:62: 62: [745, 244, 762, 259]
- kaveri-river-photo: [192, 1330, 424, 1448]
- route-item: ಬೆಂಗಳೂರು – ಚೆನ್ನೈ,: [404, 135, 463, 145]
- paragraph: ತಜ್ಞರ ಸಮಿತಿಯ ಸದಸ್ಯರು ಈಗಾಗಲೇ ಎರಡು ಬಾರಿ ಸಭೆ ನಡೆಸಿದ್ದಾರೆ. ತಜ್ಞರ ಸಮಿತಿಯು ಕಳೆದ ಜುಲೈ 4ರಂದು ಮೈಸೂರ ಜಿಲ್ಲೆಯ ವ್ಯಾಪ್ತಿಯಲ್ಲಿ ಬರುವ ಕಾವೇರಿ ನದಿಗೆ ಭೇಟಿ ನೀಡಿ ನದಿಯ: [12, 1463, 188, 1499]
- story2-photo-caption: ಈಡೇರಿಸುವ ಭರವಸೆ ನೀಡಿದರು.: [180, 834, 268, 844]
- paragraph: ಭಾರತದಲ್ಲಿ ಅಪಘಾತಗಳಿಂದಲೇ ಗಂಟೆಗಳ ಲೆಕ್ಕದಲ್ಲಿ ಜನ ಸಾಯುತ್ತಿದ್ದಾರೆ ಮತ್ತು ಅಂಗವಿಕಲರಾಗುತ್ತಿದ್ದಾರೆ. ಹಿರಿಯರನ್ನು ನೋಡಿದಾಗ ಇಷ್ಟೊಂದು ಅವ್ಯವಸ್ಥೆಯ ವಾಹನಗಳ ಭರಾಟೆಯಲ್ಲಿ ಇವರು ಹೇಗೆ ಇನ್ನೂ ಜೀವಂತವಿದ್ದಾರೆ ಎಂದು ಆಶ್ಚರ್ಯವಾಗುತ್ತದೆ !!.: [18, 219, 206, 268]
- paragraph: ಜೀವನಾಧಾರಕ್ಕೆ ಅರಣ್ಯ ಇಲಾಖೆಯ ನರ್ಸರಿಯಲ್ಲಿ ದಿನಗೂಲಿ ಆಧಾರದಲ್ಲಿ ಕೆಲಸಕ್ಕೆ ಸೇರಿದ್ದ ತುಳಸಿ ಗಿಡಗಳ ಆರೈಕೆಗೆ ಜೀವನ ಮುಡಿಪಿಟ್ಟಿದ್ದರು. ನಿವೃತ್ತಿ ಬಳಿಕವೂ ಸಸಿಗಳನ್ನು ನೆಡುವ,: [486, 1180, 608, 1241]
- story5-headline[interactable]: [10, 1288, 686, 1323]
- route-item: ಬೆಂಗಳೂರು – ಮೈಸೂರು,: [404, 172, 476, 183]
- feature-column-5: [762, 318, 930, 578]
- story4-column-2: [617, 1180, 741, 1282]
- paragraph: ಎಷ್ಟೋ ಜನ ವಾಹನ ಚಲಾಯಿಸುವುದನ್ನು ಒಂದು ಪ್ರತಿಷ್ಠೆಯ ವಿಷಯವಾಗಿ ತೆಗೆದುಕೊಂಡಿದ್ದಾರೆ. ರಸ್ತೆಯ ಮೇಲೆ ಪ್ರದರ್ಶನ ಮಾಡುತ್ತಾರೆ.: [584, 375, 754, 411]
- paragraph: ಸಕ್ಕರೆ ಆಯುಕ್ತರ ಕಚೇರಿಯನ್ನು ಬೆಳಗಾವಿಗೆ ಸ್ಥಳಾಂತರ ಮಾಡಲಾಗಿದೆ. ಇದರಿಂದ ಸ್ಥಳೀಯ ರೈತರಿಗೆ ಅನುಕೂಲವಾಗಲಿದೆ. ಪ್ರತಿ ಟನ್ ಕಬ್ಬಿಗೆ ಬೆಂಬಲ ಬೆಲೆ ನೀಡುವ ಸಂಬಂಧ ಕೇಂದ್ರಕ್ಕೆ ಪತ್ರ ಬರೆಯಲಾಗಿದೆ ಎಂದು ಹೇಳಿದರು.: [176, 851, 426, 887]
- paragraph: ಬಾಲಕ ಎಂಬುದು ಒಂದು ಕಲೆಯ ಹಾಗೆ. ಸಂಗೀತ ಸಾಹಿತ್ಯ ಕ್ರೀಡೆ ನಟನೆಯಂತೆ, ವೈದ್ಯಕೀಯ ಇಂಜಿನಿಯರಿಂಗ್ ನಂತೆ ಇದು ಸಹ ಒಂದು ಕಲೆ. ಇದಕ್ಕೂ ಸಹ ಸಾಧನೆ ಬೇಕು.: [404, 345, 576, 381]
- column-divider: [474, 1008, 475, 1286]
- paragraph: ಫಲವೇ ಇಡೀ ದೇಶದಲ್ಲಿ ಪ್ರತಿ ನಿಮಿಷಕ್ಕೆ ಹಲವಾರು ಪ್ರಾಣಗಳ ಮಾರಣ ಹೋಮ. ಮನೆಯಿಂದ ಹೊರಗೆ ಹೋದ ವ್ಯಕ್ತಿ ಮನೆಗೆ ಬರುವವರೆಗೂ ಆತಂಕದಿಂದ ಕಾಯುವ ಸ್ಥಿತಿ ಇದೆ.: [584, 319, 754, 355]
- speed-quote: " SPEED THRILLS BUT IT KILLS ": [228, 417, 382, 428]
- paragraph: ತೂಕದಲ್ಲಿ ವಂಚನೆ ತಡೆಗೆ ಕ್ರಮ ವಹಿಸಲಾಗಿದೆ. ಕಾರ್ಖಾನೆಗಳ ತೂಕದ ಯಂತ್ರಗಳ ಪರಿಶೀಲನೆ ನಡೆಸಲಾಗುತ್ತಿದೆ. ಕಬ್ಬು ದರ ನಿಗದಿ ಸಂಬಂಧ ಸಭೆ ನಡೆಸಲಾಗಿದೆ.: [12, 850, 172, 899]
- page-number: 03: [903, 18, 937, 51]
- paragraph: ತಾಂತ್ರಿಕ ಸಮಿತಿಯು ನೀಡಿರುವ ವರದಿಯಲ್ಲಿ ಪ್ರಸ್ತಾಪಿಸಲಾಗಿರುವ ಅಲ್ಪಾವಧಿ ಮತ್ತು ದೀರ್ಘಾವಧಿ ಕ್ರಿಯಾಯೋಜನೆಗಳ ಬಗ್ಗೆ ಹಾಗೂ ಮಾಡಲಾಗಿರುವ ಅವಲೋಕನಗಳು, ಶಿಫಾರಸ್ಸುಗಳು ಹಾಗೂ ನೀಡಿರುವ ಸಲಹೆ ಮತ್ತು ಮಾರ್ಗೋಪಾಯಗಳ ಬಗ್ಗೆ ಭಾಗೀದಾರ ಇಲಾಖೆಗಳಾದ ಕರ್ನಾಟಕ ನೀರು ಸರಬರಾಜು ಹಾಗೂ ಒಳಚರಂಡಿ ಮಂಡಳಿ, ಪೌರಾಡಳಿತ ನಿರ್ದೇಶನಾಲಯ, ಕಾವೇರಿ ನೀರಾವರಿ ನಿಗಮ ನಿಯಮಿತ, ಗ್ರಾಮೀಣ ಅಭಿವೃದ್ಧಿ ಹಾಗೂ ಪಂಚಾಯತ್ ರಾಜ್ ಇಲಾಖೆ, ಕಂದಾಯ ಇಲಾಖೆಯ ಪ್ರಾದೇಶಿಕ ಆಯುಕ್ತರು, ಜಲ ಸಂಪನ್ಮೂಲ ಇಲಾಖೆಗಳ ಮತ್ತು ಕರ್ನಾಟಕ ರಾಜ್ಯ ಮಾಲಿನ್ಯ ನಿಯಂತ್ರಣ ಮಂಡಳಿಯ ಮುಖ್ಯಸ್ಥರುಗಳು ಹಾಗೂ ಹಿರಿಯ ಅಧಿಕಾರಿಗಳೊಂದಿಗೆ ಸಭೆ ನಡೆಸಿ ಪರ್ಯಾಲೋಚಿಸಿ ಮಾಲಿನ್ಯ ತಡೆಗೆ ಸಮಗ್ರ ಕಾರ್ಯನೀತಿಯನ್ನು ರೂಪಿಸಲಾಗುತ್ತದೆ ಎಂದು ಸಚಿವರಾದ ಈಶ್ವರ ಖಂಡ್ರೆ ಅವರು ತಿಳಿಸಿದರು.: [574, 1331, 740, 1505]
- route-item: ಬೆಂಗಳೂರು – ಮಂಗಳೂರು,: [404, 185, 483, 196]
- author-signature: – ವಿವೇಕಾನಂದ. ಎಚ್.ಕೆ.: [818, 580, 895, 590]
- paragraph: ನಮ್ಮಲ್ಲಿ ಸಂಚಾರಿ ನಿಯಮಗಳು ಸರಿ ಇದ್ದು ಹಾಗೂ ಚಾಲನಾ ತರಬೇತಿ ಮತ್ತು ಲೈಸೆನ್ಸ್ ವ್ಯವಸ್ಥೆ ಭ್ರಷ್ಟಗೊಂಡಿದೆ. ನಿಜ. ಆದರೆ ವಿದೇಶದಲ್ಲಿರುವ ವ್ಯವಸ್ಥೆಗಿಂತ ಇಲ್ಲಿ ಜನ ಶಿಸ್ತು ಹೊಂದಿಲ್ಲ.: [18, 463, 206, 499]
- tulasi-gowda-portrait: [617, 1046, 741, 1176]
- paragraph: ಹೆಚ್ಚಿನ ಮಾಹಿತಿಗಾಗಿ ಜಿಲ್ಲಾ ವ್ಯವಸ್ಥಾಪಕರ ಕಚೇರಿ, ಕರ್ನಾಟಕ ಭೋವಿ ಅಭಿವೃದ್ಧಿ ನಿಗಮ, ಕೊಪ್ಪಳ ಇವರನ್ನು ಸಂಪರ್ಕಿಸಲು ಕೋರಲಾಗಿದೆ.: [757, 1316, 933, 1352]
- byline-text: ಬದಲಾವಣೆ ಸುದ್ದಿ: [496, 1044, 541, 1056]
- paragraph: ಬೆಳಗಾವಿ: ಕಾವೇರಿ ನದಿಗೆ ಒಳಚರಂಡಿ ನೀರು, ಘನ ತ್ಯಾಜ್ಯ, ಕೈಗಾರಿಕಾ ತ್ಯಾಜ್ಯ ಹಾಗೂ ಇತರೆ ಸ್ವರೂಪದ ಮಲೀನಕಾರಕಗಳು ಸೇರ್ಪಡೆಗೊಂಡು ನೀರು ಕಲುಷಿತವಾಗಿ ಪರಿಸರಕ್ಕೆ ಆಗಿರುವ ಅನಾಹುತದ ತಡೆಯ ಬಗ್ಗೆ ಪರಿಶೀಲಿಸಿ ವರದಿ ಸಲ್ಲಿಸಲು ಕಳೆದ ಜೂನ್ ಮಾಹೆಯಲ್ಲಿ ತಜ್ಞರ ಸಮಿತಿಯನ್ನು ರಚಿಸಿ ಆದೇಶಿಸಲಾಗಿದೆ ಎಂದು ಅರಣ್ಯ, ಜೀವಿ ಪರಿಸ್ಥಿತಿ ಹಾಗೂ ಪರಿಸರ ಸಚಿವರಾದ ಈಶ್ವರ ಖಂಡ್ರೆ ಅವರು ಹೇಳಿದರು. ವಿಧಾನ ಪರಿಷತ್‌ನಲ್ಲಿ ಡಿಸೆಂಬರ್ 16ರಂದು ಸದಸ್ಯರಾದ ಕುಶಾಲಪ್ಪ ಎಂ.ಪಿ. ಅವರ ಚುಕ್ಕೆ ಗುರುತಿನ ಪ್ರಶ್ನೆಗೆ ಅವರು ಉತ್ತರಿಸಿದರು.: [12, 1347, 188, 1458]
- paragraph: ದೇವಾನುದ್ದಾಸ, ಅತಿಯಾದ ಮಾದಕತೆ, ಮಾದಕತೆ ಕ್ಷೀಣತೆ ಕುಡಿದು ವಾಹನ ಚಲಾಯಿಸುವುದು, ನಿಮ್ಮ ವ್ಯಕ್ತಿತ್ವದಲ್ಲಿ ಬದಲಾವಣೆ ತಂದುಕೊಂಡು ವಾಹನ ಚಲಾಯಿಸಿ ಎಂದು ಅರ್ಥಮಾಡಿಕೊಳ್ಳಿ.: [214, 241, 396, 277]
- feature-headline[interactable]: [30, 76, 513, 118]
